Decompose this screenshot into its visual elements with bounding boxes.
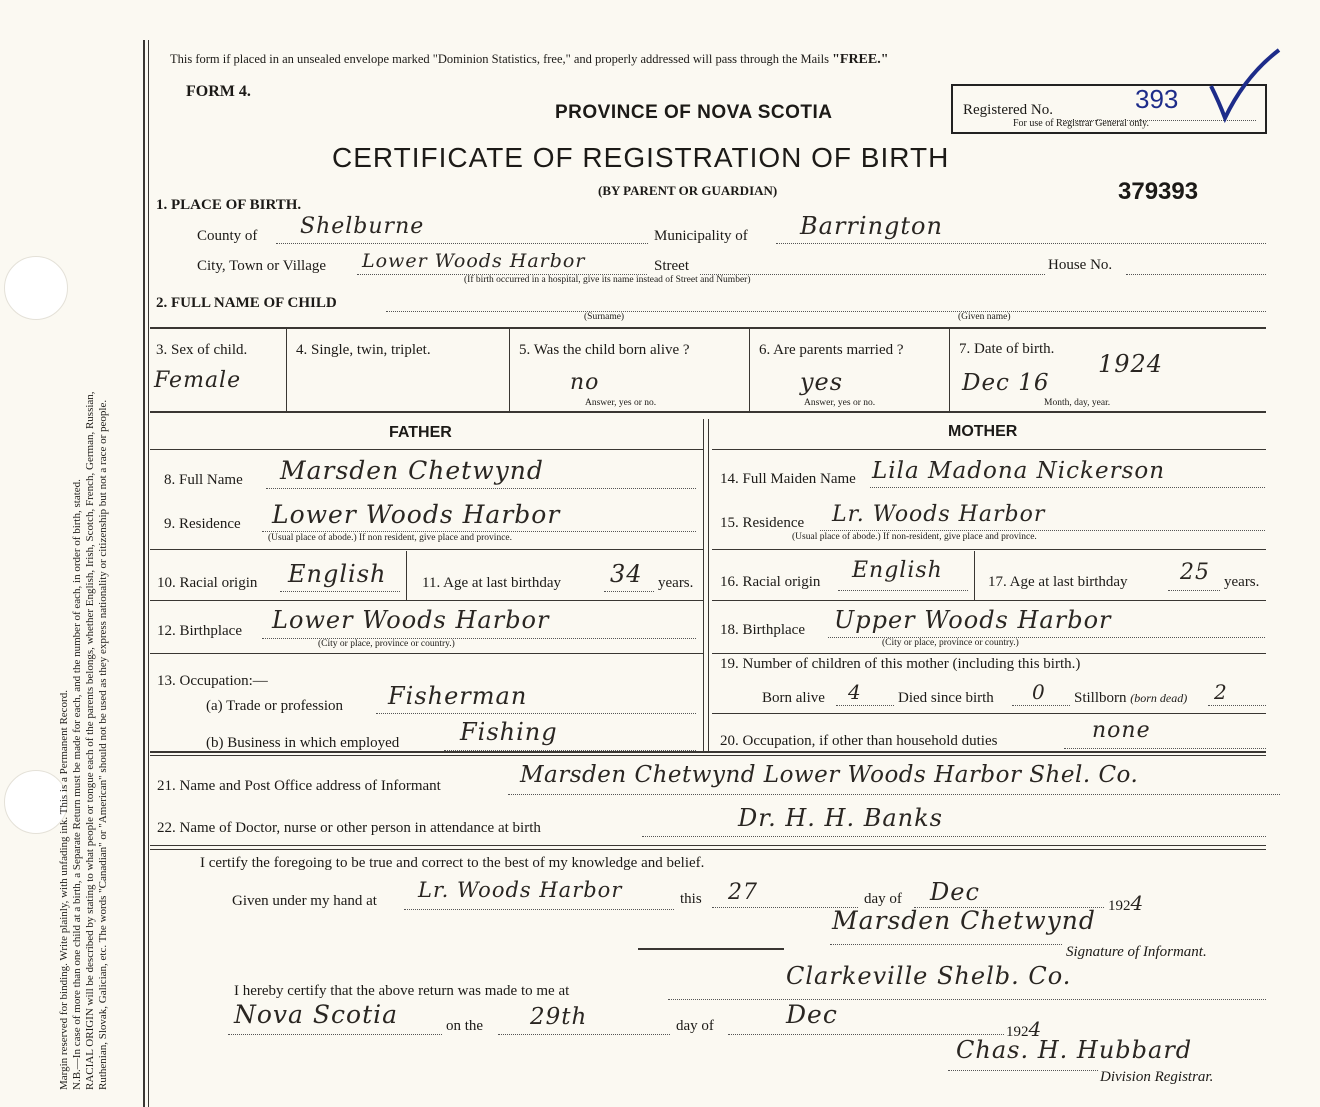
sex-label: 3. Sex of child.	[156, 342, 248, 358]
street-label: Street	[654, 258, 689, 274]
margin-line-3: RACIAL ORIGIN will be described by stating to what people or tongue each of the parents belongs, whether English, Irish, Scotch, French, German, Russian,	[84, 391, 96, 1090]
margin-rule	[143, 40, 145, 1107]
registrar-year: 1924	[1006, 1017, 1043, 1041]
father-heading: FATHER	[389, 424, 452, 441]
informant-label: 21. Name and Post Office address of Informant	[157, 778, 441, 794]
business-label: (b) Business in which employed	[206, 735, 400, 751]
mother-name-label: 14. Full Maiden Name	[720, 471, 856, 487]
father-age-value: 34	[610, 560, 643, 588]
doctor-value: Dr. H. H. Banks	[738, 804, 943, 832]
surname-note: (Surname)	[584, 312, 625, 322]
registrar-province-value: Nova Scotia	[234, 1000, 399, 1029]
certify-statement: I certify the foregoing to be true and correct to the best of my knowledge and belief.	[200, 855, 705, 871]
county-label: County of	[197, 228, 258, 244]
registrar-signature-label: Division Registrar.	[1100, 1069, 1214, 1085]
given-place-value: Lr. Woods Harbor	[418, 878, 623, 902]
father-occupation-label: 13. Occupation:—	[157, 673, 268, 689]
registrar-statement: I hereby certify that the above return was made to me at	[234, 983, 570, 999]
father-birthplace-value: Lower Woods Harbor	[272, 606, 550, 634]
dob-value: Dec 16	[962, 370, 1050, 396]
mother-abode-note: (Usual place of abode.) If non-resident, give place and province.	[792, 532, 1037, 542]
died-label: Died since birth	[898, 690, 994, 706]
margin-line-2: N.B.—In case of more than one child at a birth, a Separate Return must be made for each, and the number of each, in order of birth, stated.	[71, 479, 83, 1090]
mother-age-value: 25	[1180, 560, 1210, 585]
stillborn-count: 2	[1214, 680, 1228, 704]
born-alive-value: no	[570, 370, 600, 395]
informant-signature-label: Signature of Informant.	[1066, 944, 1207, 960]
parents-married-value: yes	[800, 368, 844, 396]
margin-line-1: Margin reserved for binding. Write plainly, with unfading ink. This is a Permanent Record.	[58, 690, 70, 1090]
father-racial-label: 10. Racial origin	[157, 575, 258, 591]
father-residence-value: Lower Woods Harbor	[272, 500, 561, 529]
alive-answer-note: Answer, yes or no.	[585, 398, 657, 408]
father-residence-label: 9. Residence	[164, 516, 241, 532]
given-year: 1924	[1108, 891, 1145, 915]
form-number: FORM 4.	[186, 83, 251, 100]
county-value: Shelburne	[300, 214, 425, 239]
hospital-note: (If birth occurred in a hospital, give its name instead of Street and Number)	[464, 275, 751, 285]
given-name-note: (Given name)	[958, 312, 1011, 322]
mother-residence-value: Lr. Woods Harbor	[832, 502, 1046, 527]
mother-birthplace-value: Upper Woods Harbor	[834, 606, 1112, 634]
born-alive-count: 4	[848, 680, 862, 704]
died-count: 0	[1032, 680, 1046, 704]
mother-occupation-value: none	[1092, 718, 1151, 743]
on-the-label: on the	[446, 1018, 484, 1034]
mother-birthplace-label: 18. Birthplace	[720, 622, 805, 638]
trade-label: (a) Trade or profession	[206, 698, 344, 714]
doctor-label: 22. Name of Doctor, nurse or other person in attendance at birth	[157, 820, 541, 836]
dob-label: 7. Date of birth.	[959, 341, 1055, 357]
registrar-signature: Chas. H. Hubbard	[956, 1036, 1193, 1064]
multiple-birth-label: 4. Single, twin, triplet.	[296, 342, 431, 358]
born-alive-count-label: Born alive	[762, 690, 825, 706]
mother-residence-label: 15. Residence	[720, 515, 805, 531]
city-value: Lower Woods Harbor	[362, 250, 586, 272]
registered-number: 393	[1135, 84, 1179, 114]
margin-line-4: Ruthenian, Slovak, Galician, etc. The words "Canadian" or "American" should not be used as they express nationality or citizenship but not a race or people.	[97, 399, 109, 1090]
stillborn-label: Stillborn (born dead)	[1074, 690, 1188, 706]
place-heading: 1. PLACE OF BIRTH.	[156, 197, 302, 213]
father-name-value: Marsden Chetwynd	[280, 456, 544, 485]
page-title: CERTIFICATE OF REGISTRATION OF BIRTH	[332, 142, 950, 173]
father-age-label: 11. Age at last birthday	[422, 575, 561, 591]
mother-racial-label: 16. Racial origin	[720, 574, 821, 590]
mother-name-value: Lila Madona Nickerson	[872, 458, 1166, 484]
mail-notice: This form if placed in an unsealed envelope marked "Dominion Statistics, free," and properly addressed will pass through the Mails "FREE."	[170, 52, 889, 67]
informant-value: Marsden Chetwynd Lower Woods Harbor Shel. Co.	[520, 762, 1139, 788]
mother-racial-value: English	[852, 558, 943, 583]
informant-signature: Marsden Chetwynd	[832, 906, 1096, 935]
father-racial-value: English	[288, 560, 387, 588]
mother-birthplace-note: (City or place, province or country.)	[882, 638, 1019, 648]
house-label: House No.	[1048, 257, 1113, 273]
registrar-note: For use of Registrar General only.	[1013, 118, 1149, 129]
margin-instructions	[58, 30, 138, 1090]
province-heading: PROVINCE OF NOVA SCOTIA	[555, 102, 833, 123]
city-label: City, Town or Village	[197, 258, 327, 274]
given-day-of-label: day of	[864, 891, 902, 907]
given-under-label: Given under my hand at	[232, 893, 377, 909]
father-name-label: 8. Full Name	[164, 472, 243, 488]
father-abode-note: (Usual place of abode.) If non resident, give place and province.	[268, 533, 512, 543]
given-month-value: Dec	[930, 878, 980, 906]
mother-occupation-label: 20. Occupation, if other than household duties	[720, 733, 998, 749]
children-count-label: 19. Number of children of this mother (including this birth.)	[720, 656, 1081, 672]
father-birthplace-note: (City or place, province or country.)	[318, 639, 455, 649]
this-label: this	[680, 891, 702, 907]
sex-value: Female	[154, 368, 242, 393]
born-alive-label: 5. Was the child born alive ?	[519, 342, 690, 358]
registrar-place-value: Clarkeville Shelb. Co.	[786, 962, 1072, 990]
registrar-day-value: 29th	[530, 1004, 588, 1030]
municipality-label: Municipality of	[654, 228, 748, 244]
municipality-value: Barrington	[800, 212, 943, 240]
child-name-label: 2. FULL NAME OF CHILD	[156, 295, 337, 311]
parents-married-label: 6. Are parents married ?	[759, 342, 904, 358]
business-value: Fishing	[460, 718, 558, 746]
given-day-value: 27	[728, 880, 758, 905]
subtitle: (BY PARENT OR GUARDIAN)	[598, 183, 778, 198]
father-years-label: years.	[658, 575, 694, 591]
dob-note: Month, day, year.	[1044, 398, 1111, 408]
mother-age-label: 17. Age at last birthday	[988, 574, 1128, 590]
serial-number: 379393	[1118, 178, 1199, 205]
registrar-month-value: Dec	[786, 1000, 838, 1029]
margin-rule-inner	[148, 40, 149, 1107]
mother-years-label: years.	[1224, 574, 1260, 590]
married-answer-note: Answer, yes or no.	[804, 398, 876, 408]
trade-value: Fisherman	[388, 682, 528, 710]
dob-year: 1924	[1098, 350, 1164, 378]
father-birthplace-label: 12. Birthplace	[157, 623, 242, 639]
mother-heading: MOTHER	[948, 423, 1018, 440]
registered-label: Registered No.	[963, 102, 1053, 118]
registrar-day-of-label: day of	[676, 1018, 714, 1034]
check-mark-icon	[1205, 46, 1285, 126]
